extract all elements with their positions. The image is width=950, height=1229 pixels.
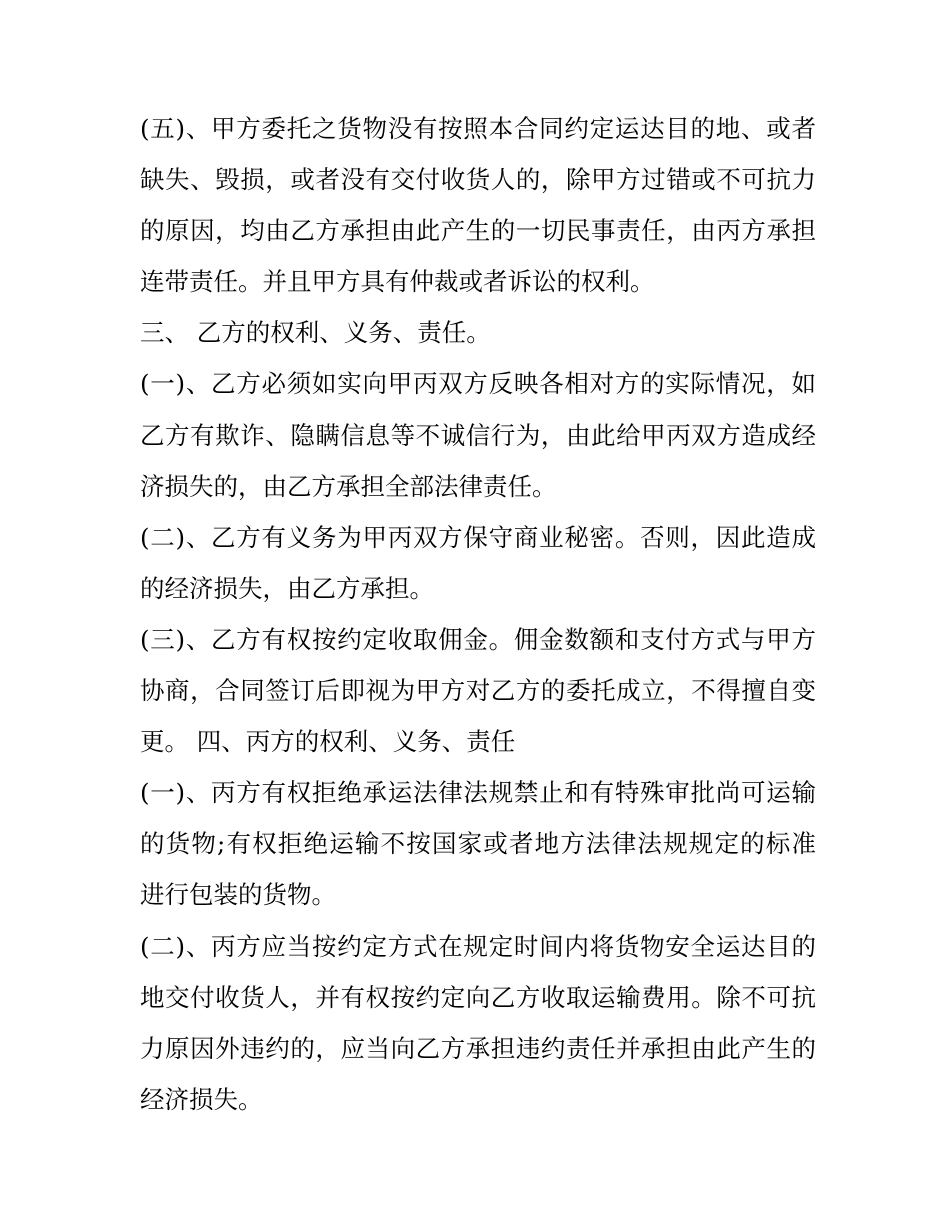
text-line: 济损失的，由乙方承担全部法律责任。	[140, 471, 557, 501]
text-line: 力原因外违约的，应当向乙方承担违约责任并承担由此产生的	[140, 1033, 816, 1063]
text-line: 连带责任。并且甲方具有仲裁或者诉讼的权利。	[140, 267, 655, 297]
text-line: (三)、乙方有权按约定收取佣金。佣金数额和支付方式与甲方	[140, 624, 816, 654]
text-line: 缺失、毁损，或者没有交付收货人的，除甲方过错或不可抗力	[140, 165, 816, 195]
text-line: 进行包装的货物。	[140, 880, 336, 910]
text-line: (二)、丙方应当按约定方式在规定时间内将货物安全运达目的	[140, 931, 816, 961]
text-line: 的经济损失，由乙方承担。	[140, 573, 434, 603]
text-line: 乙方有欺诈、隐瞒信息等不诚信行为，由此给甲丙双方造成经	[140, 420, 816, 450]
text-line: (五)、甲方委托之货物没有按照本合同约定运达目的地、或者	[140, 114, 816, 143]
text-line: 协商，合同签订后即视为甲方对乙方的委托成立，不得擅自变	[140, 676, 816, 706]
text-line: (一)、丙方有权拒绝承运法律法规禁止和有特殊审批尚可运输	[140, 778, 816, 808]
section-heading-line: 更。 四、丙方的权利、义务、责任	[140, 727, 516, 757]
text-line: 经济损失。	[140, 1084, 263, 1114]
text-line: (一)、乙方必须如实向甲丙双方反映各相对方的实际情况，如	[140, 369, 816, 399]
text-line: (二)、乙方有义务为甲丙双方保守商业秘密。否则，因此造成	[140, 522, 816, 552]
text-line: 的货物;有权拒绝运输不按国家或者地方法律法规规定的标准	[140, 829, 816, 859]
text-line: 的原因，均由乙方承担由此产生的一切民事责任，由丙方承担	[140, 216, 816, 246]
document-body	[140, 103, 816, 1125]
section-heading: 三、 乙方的权利、义务、责任。	[140, 318, 491, 348]
text-line: 地交付收货人，并有权按约定向乙方收取运输费用。除不可抗	[140, 982, 816, 1012]
